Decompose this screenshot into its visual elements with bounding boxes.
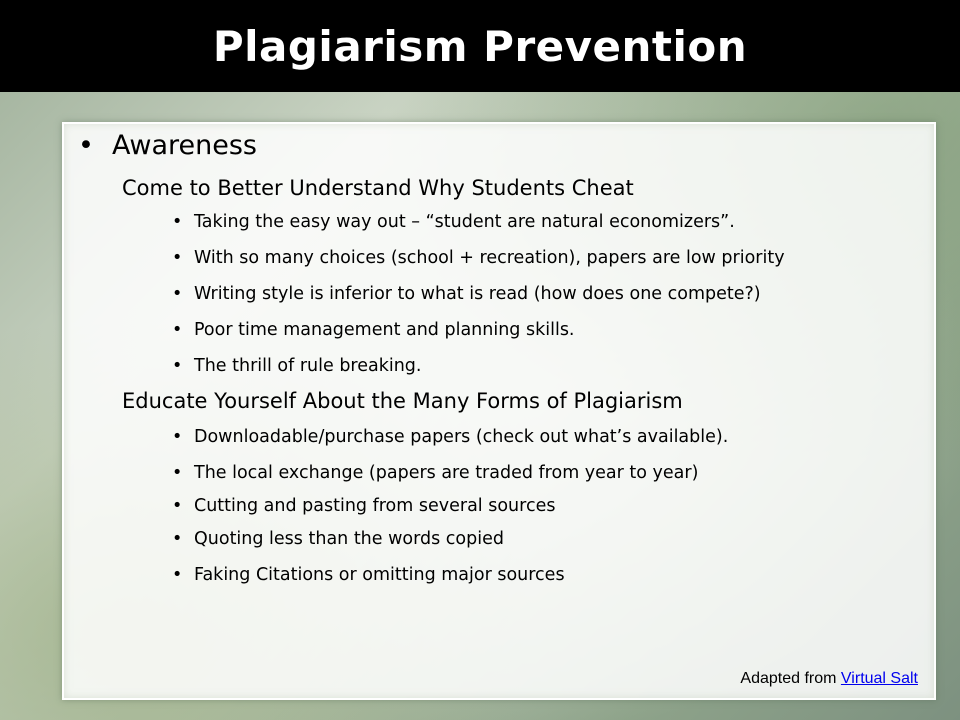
- list-item-text: The thrill of rule breaking.: [194, 356, 422, 376]
- section-heading-why-cheat: Come to Better Understand Why Students Cheat: [122, 176, 634, 200]
- list-item: [172, 248, 785, 268]
- list-item: [172, 320, 575, 340]
- bullet-marker: •: [172, 529, 183, 549]
- bullet-marker: •: [78, 130, 94, 161]
- bullet-marker: •: [172, 496, 183, 516]
- bullet-marker: •: [172, 356, 183, 376]
- list-item-text: With so many choices (school + recreation), papers are low priority: [194, 248, 785, 268]
- list-item: [172, 529, 504, 549]
- credit-text: Adapted from: [740, 670, 841, 687]
- bullet-marker: •: [172, 320, 183, 340]
- list-item-text: Faking Citations or omitting major sources: [194, 565, 565, 585]
- bullet-marker: •: [172, 248, 183, 268]
- list-item-text: Writing style is inferior to what is read (how does one compete?): [194, 284, 761, 304]
- title-bar: [0, 0, 960, 92]
- list-item: [172, 212, 735, 232]
- virtual-salt-link[interactable]: Virtual Salt: [840, 670, 918, 687]
- list-item-text: The local exchange (papers are traded from year to year): [194, 463, 699, 483]
- list-item-text: Quoting less than the words copied: [194, 529, 504, 549]
- section-heading-forms: Educate Yourself About the Many Forms of Plagiarism: [122, 389, 683, 413]
- list-item: [172, 565, 565, 585]
- main-heading: Awareness: [112, 130, 257, 161]
- list-item: [172, 427, 728, 447]
- slide-title: Plagiarism Prevention: [212, 21, 748, 71]
- list-item: [172, 356, 421, 376]
- list-item-text: Downloadable/purchase papers (check out what’s available).: [194, 427, 729, 447]
- bullet-marker: •: [172, 463, 183, 483]
- list-item-text: Poor time management and planning skills.: [194, 320, 575, 340]
- bullet-marker: •: [172, 284, 183, 304]
- main-bullet: [78, 130, 257, 161]
- content-panel: [62, 122, 936, 700]
- bullet-marker: •: [172, 565, 183, 585]
- list-item-text: Taking the easy way out – “student are natural economizers”.: [194, 212, 735, 232]
- list-item: [172, 463, 698, 483]
- source-credit: [740, 670, 918, 688]
- list-item-text: Cutting and pasting from several sources: [194, 496, 556, 516]
- bullet-marker: •: [172, 427, 183, 447]
- list-item: [172, 496, 555, 516]
- bullet-marker: •: [172, 212, 183, 232]
- list-item: [172, 284, 761, 304]
